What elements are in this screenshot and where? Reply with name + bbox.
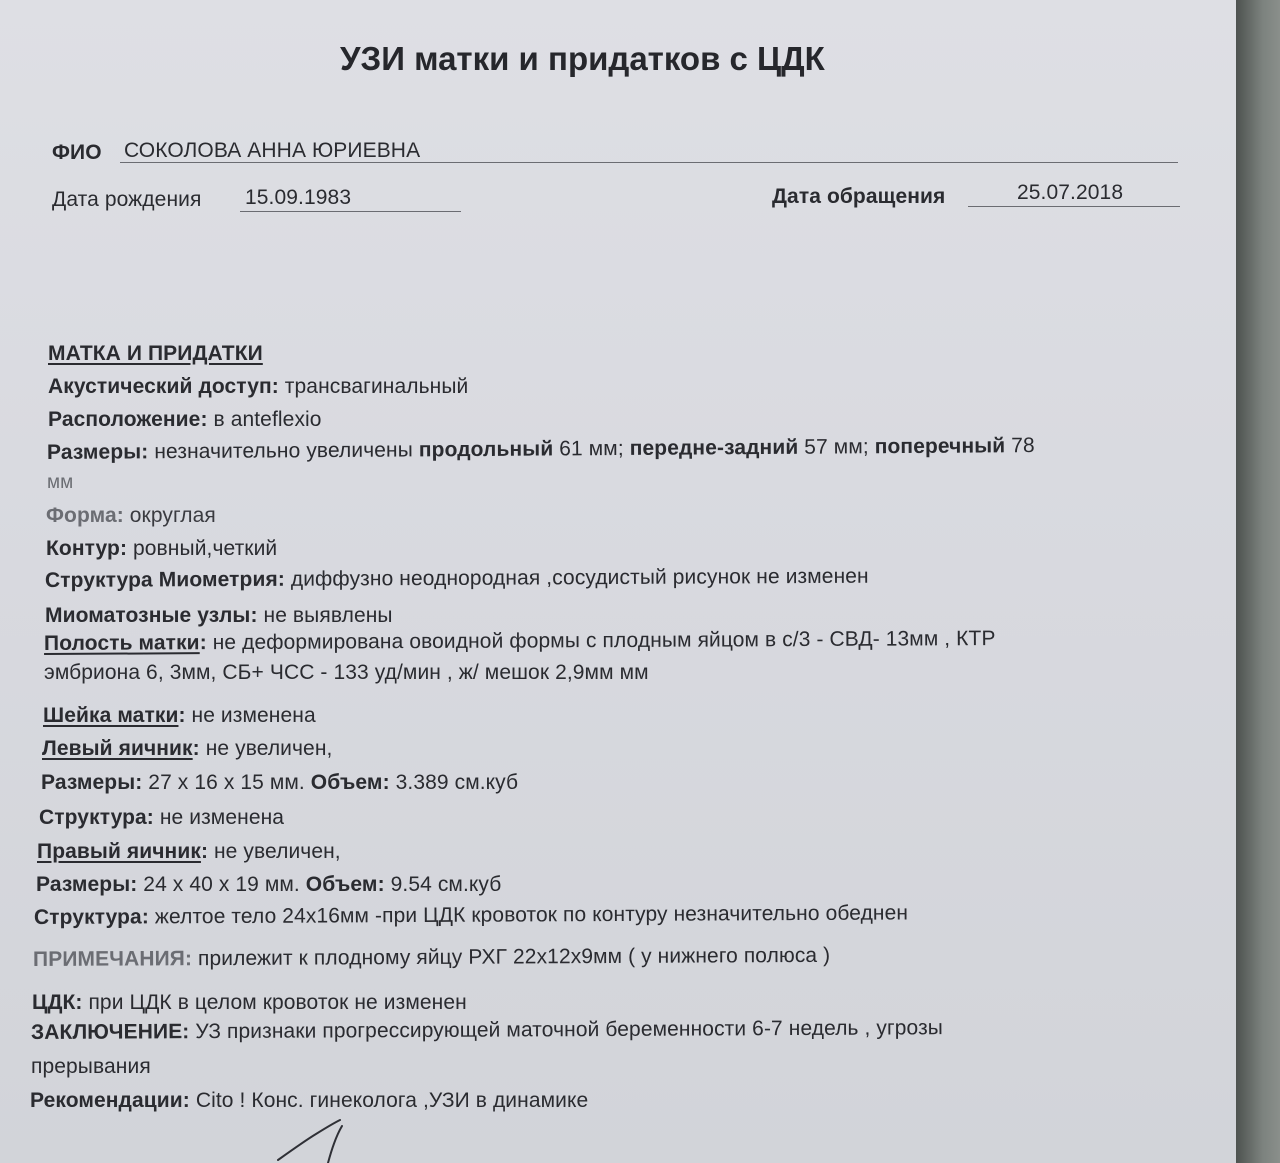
fio-underline <box>120 162 1178 163</box>
right-ovary-colon: : <box>200 840 209 863</box>
uterine-cavity-label: Полость матки <box>43 631 200 655</box>
visit-date-underline <box>968 206 1180 207</box>
position-value: в anteflexio <box>207 408 322 431</box>
cervix-label: Шейка матки <box>43 704 179 727</box>
ap-label: передне-задний <box>629 435 799 460</box>
transverse-label: поперечный <box>874 434 1006 459</box>
birth-date-label: Дата рождения <box>52 188 202 211</box>
uterine-cavity-row <box>44 627 996 656</box>
myometrium-value: диффузно неоднородная ,сосудистый рисунок не изменен <box>284 564 869 591</box>
conclusion-row <box>31 1016 943 1045</box>
uterus-size-unit: мм <box>47 472 74 493</box>
contour-label: Контур: <box>46 537 128 560</box>
document-title: УЗИ матки и придатков с ЦДК <box>340 40 825 77</box>
conclusion-continuation: прерывания <box>31 1055 151 1078</box>
contour-value: ровный,четкий <box>127 537 278 560</box>
acoustic-access-value: трансвагинальный <box>278 375 469 398</box>
cdk-label: ЦДК: <box>32 991 83 1014</box>
left-ovary-structure-row <box>39 806 284 830</box>
position-row <box>48 408 322 432</box>
shape-value: округлая <box>123 504 216 527</box>
section-title: МАТКА И ПРИДАТКИ <box>48 342 263 365</box>
left-ovary-colon: : <box>192 737 200 760</box>
uterus-size-label: Размеры: <box>46 440 149 464</box>
shape-label: Форма: <box>46 504 124 527</box>
birth-date-underline <box>240 211 461 212</box>
uterine-cavity-colon: : <box>199 631 207 655</box>
myometrium-row <box>45 565 869 593</box>
myoma-nodes-label: Миоматозные узлы: <box>45 604 258 627</box>
notes-value: прилежит к плодному яйцу РХГ 22х12х9мм ( у нижнего полюса ) <box>191 943 831 971</box>
position-label: Расположение: <box>48 408 208 431</box>
left-ovary-size-row <box>41 771 518 795</box>
shape-row <box>46 504 216 528</box>
left-ovary-row <box>42 737 332 761</box>
acoustic-access-label: Акустический доступ: <box>48 375 279 398</box>
length-value: 61 мм; <box>553 436 630 461</box>
left-ovary-volume-label: Объем: <box>310 771 390 794</box>
myoma-nodes-row <box>45 604 393 628</box>
left-ovary-label: Левый яичник <box>42 737 193 760</box>
uterine-cavity-continuation: эмбриона 6, 3мм, СБ+ ЧСС - 133 уд/мин , ж/ мешок 2,9мм мм <box>44 661 649 684</box>
ap-value: 57 мм; <box>798 435 875 459</box>
right-ovary-size-label: Размеры: <box>36 873 138 896</box>
cervix-row <box>43 704 316 728</box>
visit-date-value: 25.07.2018 <box>1017 181 1124 204</box>
background-surface <box>1236 0 1280 1163</box>
myometrium-label: Структура Миометрия: <box>44 567 285 592</box>
right-ovary-row <box>37 840 341 864</box>
right-ovary-label: Правый яичник <box>37 840 201 863</box>
right-ovary-size-value: 24 х 40 х 19 мм. <box>137 873 306 896</box>
myoma-nodes-value: не выявлены <box>257 604 393 627</box>
right-ovary-volume-value: 9.54 см.куб <box>384 873 502 896</box>
left-ovary-value: не увеличен, <box>199 737 333 760</box>
right-ovary-structure-row <box>34 901 908 930</box>
notes-label: ПРИМЕЧАНИЯ: <box>32 947 193 971</box>
cdk-row <box>32 991 467 1015</box>
right-ovary-value: не увеличен, <box>208 840 341 863</box>
right-ovary-size-row <box>36 873 501 897</box>
recommendations-label: Рекомендации: <box>30 1089 190 1112</box>
recommendations-value: Cito ! Конс. гинеколога ,УЗИ в динамике <box>189 1089 589 1112</box>
left-ovary-structure-label: Структура: <box>39 806 154 829</box>
birth-date-value: 15.09.1983 <box>245 186 352 209</box>
fio-value: СОКОЛОВА АННА ЮРИЕВНА <box>124 139 421 162</box>
conclusion-label: ЗАКЛЮЧЕНИЕ: <box>30 1020 190 1044</box>
right-ovary-volume-label: Объем: <box>305 873 385 896</box>
left-ovary-structure-value: не изменена <box>153 806 285 829</box>
acoustic-access-row <box>48 375 468 399</box>
uterine-cavity-value: не деформирована овоидной формы с плодным яйцом в с/3 - СВД- 13мм , КТР <box>206 627 996 655</box>
conclusion-value: УЗ признаки прогрессирующей маточной беременности 6-7 недель , угрозы <box>189 1016 944 1044</box>
visit-date-label: Дата обращения <box>772 185 946 208</box>
transverse-value: 78 <box>1005 434 1035 458</box>
notes-row <box>33 944 830 972</box>
cervix-colon: : <box>178 704 186 727</box>
cdk-value: при ЦДК в целом кровоток не изменен <box>82 991 467 1014</box>
cervix-value: не изменена <box>185 704 316 727</box>
left-ovary-size-value: 27 х 16 х 15 мм. <box>142 771 311 794</box>
right-ovary-structure-value: желтое тело 24х16мм -при ЦДК кровоток по контуру незначительно обеднен <box>148 901 909 929</box>
fio-label: ФИО <box>52 141 102 164</box>
right-ovary-structure-label: Структура: <box>33 905 149 929</box>
left-ovary-size-label: Размеры: <box>41 771 143 794</box>
length-label: продольный <box>418 437 554 462</box>
contour-row <box>46 537 277 561</box>
uterus-size-value: незначительно увеличены <box>148 438 419 464</box>
left-ovary-volume-value: 3.389 см.куб <box>389 771 519 794</box>
signature-mark <box>270 1110 390 1163</box>
